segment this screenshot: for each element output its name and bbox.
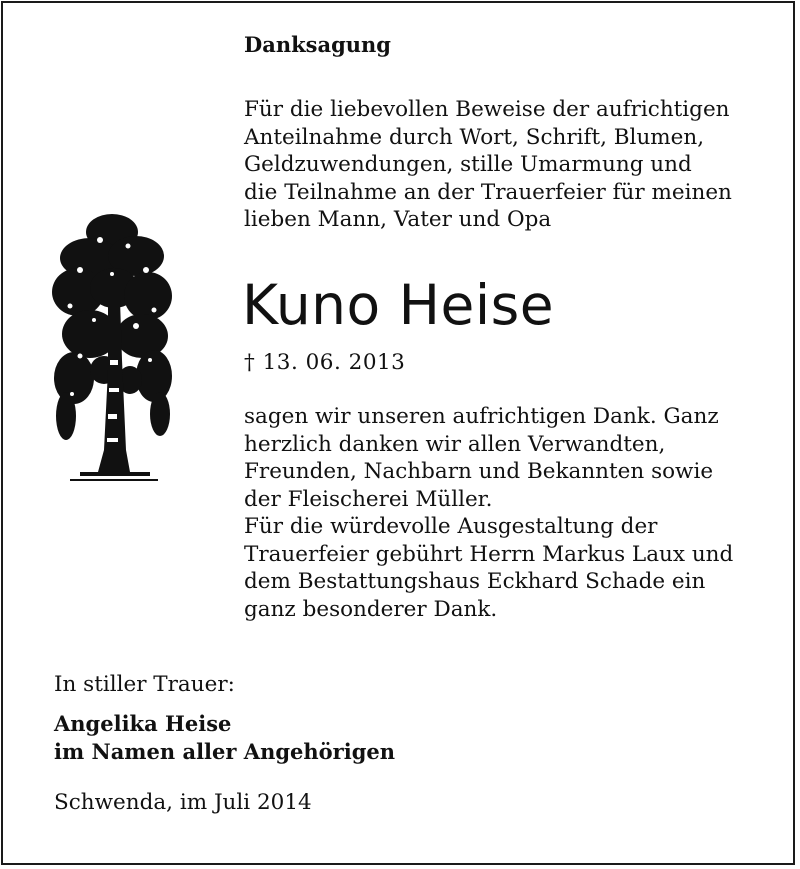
intro-line: lieben Mann, Vater und Opa — [244, 207, 552, 232]
intro-line: die Teilnahme an der Trauerfeier für meinen — [244, 179, 732, 205]
thanks-line: der Fleischerei Müller. — [244, 486, 493, 512]
birch-tree-icon — [50, 210, 174, 492]
signer-note: im Namen aller Angehörigen — [54, 739, 396, 764]
thanks-sub-line: ganz besonderer Dank. — [244, 596, 498, 622]
intro-paragraph — [244, 96, 749, 234]
thanks-sub-line: Für die würdevolle Ausgestaltung der — [244, 514, 658, 539]
thanks-sub-line: dem Bestattungshaus Eckhard Schade ein — [244, 569, 706, 594]
notice-heading: Danksagung — [244, 32, 391, 57]
thanks-line: herzlich danken wir allen Verwandten, — [244, 431, 666, 457]
mourning-label: In stiller Trauer: — [54, 672, 235, 697]
signer-name: Angelika Heise — [54, 711, 232, 736]
intro-line: Anteilnahme durch Wort, Schrift, Blumen, — [244, 124, 705, 150]
thanks-sub-paragraph — [244, 513, 749, 623]
death-date: † 13. 06. 2013 — [244, 350, 406, 375]
intro-line: Geldzuwendungen, stille Umarmung und — [244, 152, 692, 177]
intro-line: Für die liebevollen Beweise der aufrichtigen — [244, 97, 730, 122]
thanks-line: sagen wir unseren aufrichtigen Dank. Ganz — [244, 404, 719, 429]
place-date: Schwenda, im Juli 2014 — [54, 790, 312, 815]
thanks-line: Freunden, Nachbarn und Bekannten sowie — [244, 459, 714, 484]
thanks-paragraph — [244, 403, 749, 513]
thanks-sub-line: Trauerfeier gebührt Herrn Markus Laux und — [244, 541, 734, 567]
deceased-name: Kuno Heise — [242, 273, 555, 337]
signer-block — [54, 710, 395, 766]
